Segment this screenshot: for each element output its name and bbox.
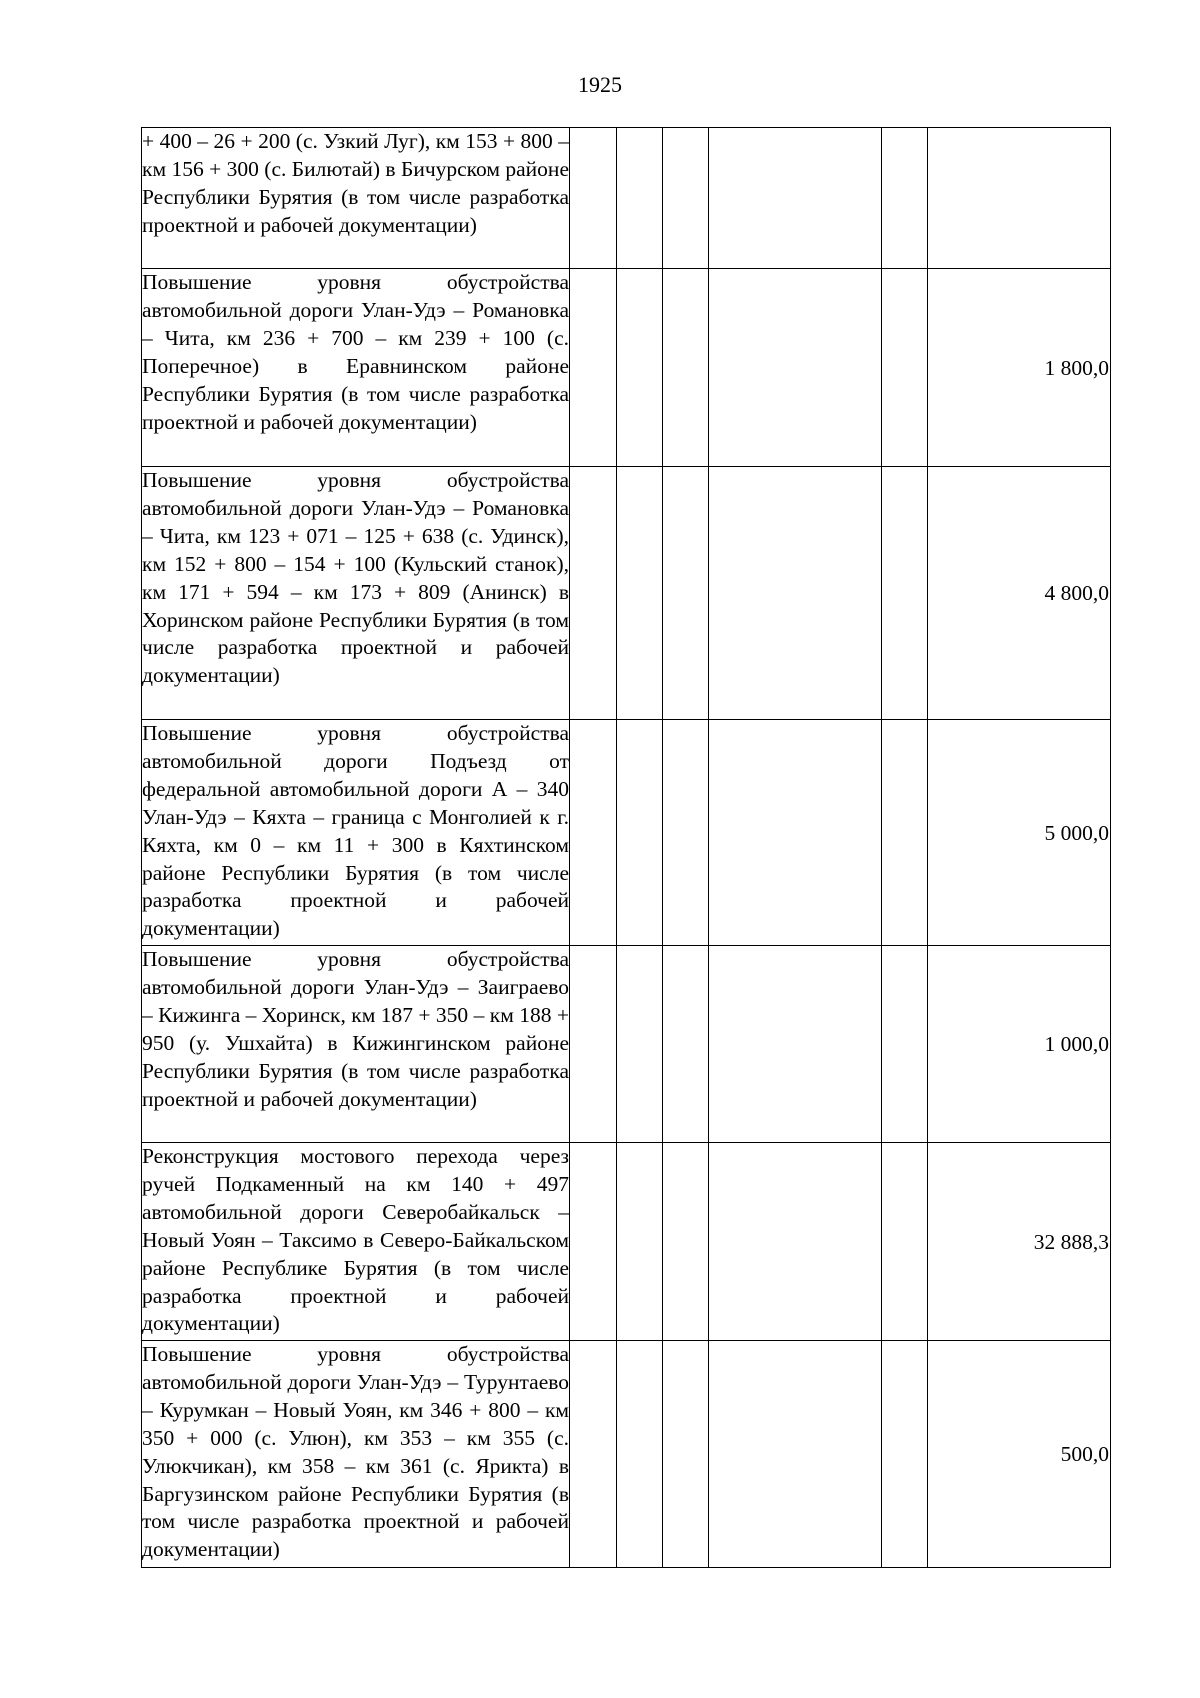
empty-cell: [709, 1341, 882, 1568]
row-value: 5 000,0: [928, 720, 1111, 946]
row-description: Реконструкция мостового перехода через ручей Подкаменный на км 140 + 497 автомобильной дороги Северобайкальск – Новый Уоян – Таксимо в Северо-Байкальском районе Республике Бурятия (в том числе разработка проектной и рабочей документации): [142, 1143, 570, 1341]
empty-cell: [617, 467, 663, 720]
table-row: [142, 467, 1111, 720]
table-row: [142, 269, 1111, 467]
empty-cell: [617, 1143, 663, 1341]
empty-cell: [617, 269, 663, 467]
page-number: 1925: [578, 72, 622, 97]
row-value: 1 800,0: [928, 269, 1111, 467]
empty-cell: [882, 269, 928, 467]
budget-table: [141, 127, 1111, 1568]
empty-cell: [570, 1143, 617, 1341]
row-description: Повышение уровня обустройства автомобильной дороги Улан-Удэ – Заиграево – Кижинга – Хоринск, км 187 + 350 – км 188 + 950 (у. Ушхайта) в Кижингинском районе Республики Бурятия (в том числе разработка проектной и рабочей документации): [142, 946, 570, 1143]
row-description: Повышение уровня обустройства автомобильной дороги Подъезд от федеральной автомобильной дороги А – 340 Улан-Удэ – Кяхта – граница с Монголией к г. Кяхта, км 0 – км 11 + 300 в Кяхтинском районе Республики Бурятия (в том числе разработка проектной и рабочей документации): [142, 720, 570, 946]
empty-cell: [709, 467, 882, 720]
empty-cell: [570, 269, 617, 467]
empty-cell: [663, 467, 709, 720]
empty-cell: [709, 1143, 882, 1341]
empty-cell: [882, 1341, 928, 1568]
row-value: 500,0: [928, 1341, 1111, 1568]
empty-cell: [882, 946, 928, 1143]
empty-cell: [663, 946, 709, 1143]
table-row: [142, 720, 1111, 946]
empty-cell: [663, 1341, 709, 1568]
row-description: Повышение уровня обустройства автомобильной дороги Улан-Удэ – Турунтаево – Курумкан – Новый Уоян, км 346 + 800 – км 350 + 000 (с. Улюн), км 353 – км 355 (с. Улюкчикан), км 358 – км 361 (с. Ярикта) в Баргузинском районе Республики Бурятия (в том числе разработка проектной и рабочей документации): [142, 1341, 570, 1568]
empty-cell: [709, 269, 882, 467]
table-row: [142, 128, 1111, 269]
empty-cell: [663, 720, 709, 946]
empty-cell: [570, 467, 617, 720]
empty-cell: [570, 128, 617, 269]
row-description: Повышение уровня обустройства автомобильной дороги Улан-Удэ – Романовка – Чита, км 123 + 071 – 125 + 638 (с. Удинск), км 152 + 800 – 154 + 100 (Кульский станок), км 171 + 594 – км 173 + 809 (Анинск) в Хоринском районе Республики Бурятия (в том числе разработка проектной и рабочей документации): [142, 467, 570, 720]
empty-cell: [882, 720, 928, 946]
empty-cell: [617, 720, 663, 946]
empty-cell: [663, 128, 709, 269]
empty-cell: [570, 720, 617, 946]
row-value: 1 000,0: [928, 946, 1111, 1143]
table-row: [142, 1143, 1111, 1341]
empty-cell: [570, 1341, 617, 1568]
empty-cell: [617, 946, 663, 1143]
empty-cell: [882, 1143, 928, 1341]
empty-cell: [709, 946, 882, 1143]
empty-cell: [709, 720, 882, 946]
row-value: 4 800,0: [928, 467, 1111, 720]
row-value: 32 888,3: [928, 1143, 1111, 1341]
table-row: [142, 946, 1111, 1143]
table-row: [142, 1341, 1111, 1568]
empty-cell: [617, 128, 663, 269]
empty-cell: [709, 128, 882, 269]
empty-cell: [882, 128, 928, 269]
empty-cell: [570, 946, 617, 1143]
empty-cell: [663, 1143, 709, 1341]
empty-cell: [663, 269, 709, 467]
row-value: [928, 128, 1111, 269]
row-description: Повышение уровня обустройства автомобильной дороги Улан-Удэ – Романовка – Чита, км 236 + 700 – км 239 + 100 (с. Поперечное) в Еравнинском районе Республики Бурятия (в том числе разработка проектной и рабочей документации): [142, 269, 570, 467]
row-description: + 400 – 26 + 200 (с. Узкий Луг), км 153 + 800 – км 156 + 300 (с. Билютай) в Бичурском районе Республики Бурятия (в том числе разработка проектной и рабочей документации): [142, 128, 570, 269]
empty-cell: [617, 1341, 663, 1568]
empty-cell: [882, 467, 928, 720]
